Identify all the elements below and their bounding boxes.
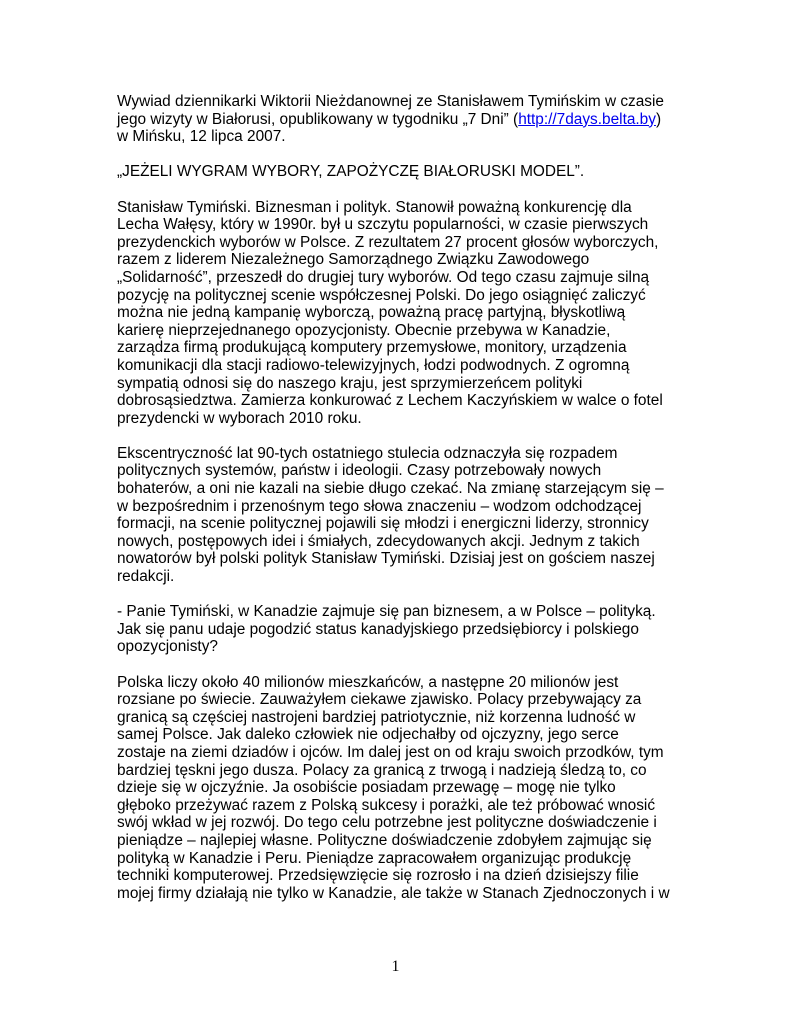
answer-line: bardziej tęskni jego dusza. Polacy za granicą z trwogą i nadzieją śledzą to, co: [117, 761, 647, 779]
intro-line: w Mińsku, 12 lipca 2007.: [117, 128, 286, 146]
context-line: redakcji.: [117, 568, 175, 586]
context-line: bohaterów, a oni nie kazali na siebie długo czekać. Na zmianę starzejącym się –: [117, 480, 664, 498]
bio-line: zarządza firmą produkującą komputery przemysłowe, monitory, urządzenia: [117, 339, 627, 357]
bio-line: prezydencki w wyborach 2010 roku.: [117, 409, 362, 427]
intro-line: [117, 111, 697, 129]
answer-line: techniki komputerowej. Przedsięwzięcie się rozrosło i na dzień dzisiejszy filie: [117, 867, 639, 885]
bio-line: prezydenckich wyborów w Polsce. Z rezultatem 27 procent głosów wyborczych,: [117, 233, 659, 251]
bio-line: dobrosąsiedztwa. Zamierza konkurować z Lechem Kaczyńskiem w walce o fotel: [117, 392, 663, 410]
answer-line: rozsiane po świecie. Zauważyłem ciekawe zjawisko. Polacy przebywający za: [117, 691, 642, 709]
answer-line: polityką w Kanadzie i Peru. Pieniądze zapracowałem organizując produkcję: [117, 849, 632, 867]
answer-line: pieniądze – najlepiej własne. Polityczne doświadczenie zdobyłem zajmując się: [117, 831, 652, 849]
source-link[interactable]: http://7days.belta.by: [518, 110, 656, 128]
context-line: w bezpośrednim i przenośnym tego słowa znaczeniu – wodzom odchodzącej: [117, 497, 642, 515]
answer-line: Polska liczy około 40 milionów mieszkańców, a następne 20 milionów jest: [117, 673, 619, 691]
context-line: nowatorów był polski polityk Stanisław Tymiński. Dzisiaj jest on gościem naszej: [117, 550, 655, 568]
page-number: 1: [391, 958, 400, 975]
intro-line: Wywiad dziennikarki Wiktorii Nieżdanownej ze Stanisławem Tymińskim w czasie: [117, 93, 664, 110]
context-paragraph: [117, 445, 697, 586]
context-line: nowych, postępowych idei i śmiałych, zdecydowanych akcji. Jednym z takich: [117, 532, 640, 550]
context-line: politycznych systemów, państw i ideologii. Czasy potrzebowały nowych: [117, 462, 602, 480]
answer-line: głęboko przeżywać razem z Polską sukcesy i porażki, ale też próbować wnosić: [117, 796, 656, 814]
headline: „JEŻELI WYGRAM WYBORY, ZAPOŻYCZĘ BIAŁORUSKI MODEL”.: [117, 163, 585, 181]
intro-text: jego wizyty w Białorusi, opublikowany w tygodniku „7 Dni” (: [117, 110, 519, 128]
answer-line: swój wkład w jej rozwój. Do tego celu potrzebne jest polityczne doświadczenie i: [117, 814, 657, 832]
document-body: [117, 93, 697, 920]
context-line: formacji, na scenie politycznej pojawili się młodzi i energiczni liderzy, stronnicy: [117, 515, 649, 533]
bio-paragraph: [117, 199, 697, 428]
answer-line: granicą są częściej nastrojeni bardziej patriotycznie, niż korzenna ludność w: [117, 708, 636, 726]
bio-line: komunikacji dla stacji radiowo-telewizyjnych, łodzi podwodnych. Z ogromną: [117, 356, 630, 374]
question-line: Jak się panu udaje pogodzić status kanadyjskiego przedsiębiorcy i polskiego: [117, 620, 639, 638]
bio-line: Lecha Wałęsy, który w 1990r. był u szczytu popularności, w czasie pierwszych: [117, 216, 649, 234]
answer-line: samej Polsce. Jak daleko człowiek nie odjechałby od ojczyzny, jego serce: [117, 726, 619, 744]
bio-line: razem z liderem Niezależnego Samorządnego Związku Zawodowego: [117, 251, 590, 269]
question-paragraph: [117, 603, 697, 656]
answer-line: mojej firmy działają nie tylko w Kanadzie, ale także w Stanach Zjednoczonych i w: [117, 884, 670, 902]
bio-line: Stanisław Tymiński. Biznesman i polityk. Stanowił poważną konkurencję dla: [117, 198, 632, 216]
question-line: opozycjonisty?: [117, 638, 218, 656]
answer-paragraph: [117, 674, 697, 903]
bio-line: „Solidarność”, przeszedł do drugiej tury wyborów. Od tego czasu zajmuje silną: [117, 268, 650, 286]
intro-paragraph: [117, 93, 697, 146]
answer-line: zostaje na ziemi dziadów i ojców. Im dalej jest on od kraju swoich przodków, tym: [117, 743, 664, 761]
intro-text: ): [655, 110, 662, 128]
bio-line: sympatią odnosi się do naszego kraju, jest sprzymierzeńcem polityki: [117, 374, 583, 392]
bio-line: można nie jedną kampanię wyborczą, poważną pracę partyjną, błyskotliwą: [117, 304, 626, 322]
context-line: Ekscentryczność lat 90-tych ostatniego stulecia odznaczyła się rozpadem: [117, 444, 618, 462]
question-line: - Panie Tymiński, w Kanadzie zajmuje się pan biznesem, a w Polsce – polityką.: [117, 603, 656, 621]
bio-line: karierę nieprzejednanego opozycjonisty. Obecnie przebywa w Kanadzie,: [117, 321, 611, 339]
bio-line: pozycję na politycznej scenie współczesnej Polski. Do jego osiągnięć zaliczyć: [117, 286, 646, 304]
answer-line: dzieje się w ojczyźnie. Ja osobiście posiadam przewagę – mogę nie tylko: [117, 779, 616, 797]
